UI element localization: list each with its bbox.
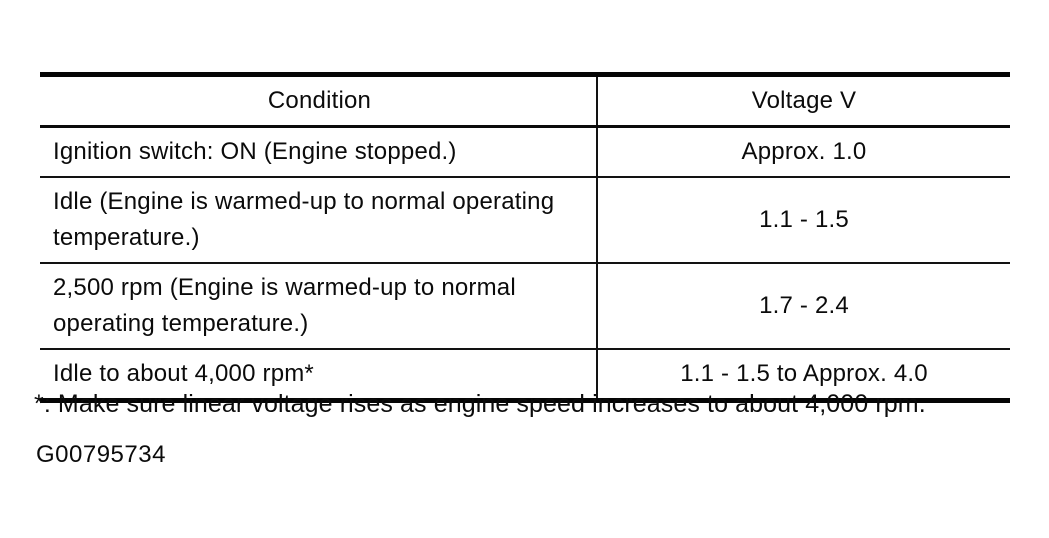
voltage-cell: Approx. 1.0 xyxy=(597,127,1010,178)
table-row xyxy=(40,263,1010,349)
voltage-spec-table xyxy=(40,72,1010,403)
column-header-condition: Condition xyxy=(40,75,597,127)
table-row xyxy=(40,177,1010,263)
condition-cell: Ignition switch: ON (Engine stopped.) xyxy=(40,127,597,178)
condition-cell: Idle (Engine is warmed-up to normal operating temperature.) xyxy=(40,177,597,263)
condition-cell: 2,500 rpm (Engine is warmed-up to normal operating temperature.) xyxy=(40,263,597,349)
condition-cell: Idle to about 4,000 rpm* xyxy=(40,349,597,401)
table-row xyxy=(40,127,1010,178)
figure-id: G00795734 xyxy=(36,441,166,468)
voltage-cell: 1.1 - 1.5 xyxy=(597,177,1010,263)
table-header-row xyxy=(40,75,1010,127)
footnote: *: Make sure linear voltage rises as engine speed increases to about 4,000 rpm. xyxy=(34,390,926,418)
voltage-cell: 1.1 - 1.5 to Approx. 4.0 xyxy=(597,349,1010,401)
voltage-cell: 1.7 - 2.4 xyxy=(597,263,1010,349)
column-header-voltage: Voltage V xyxy=(597,75,1010,127)
